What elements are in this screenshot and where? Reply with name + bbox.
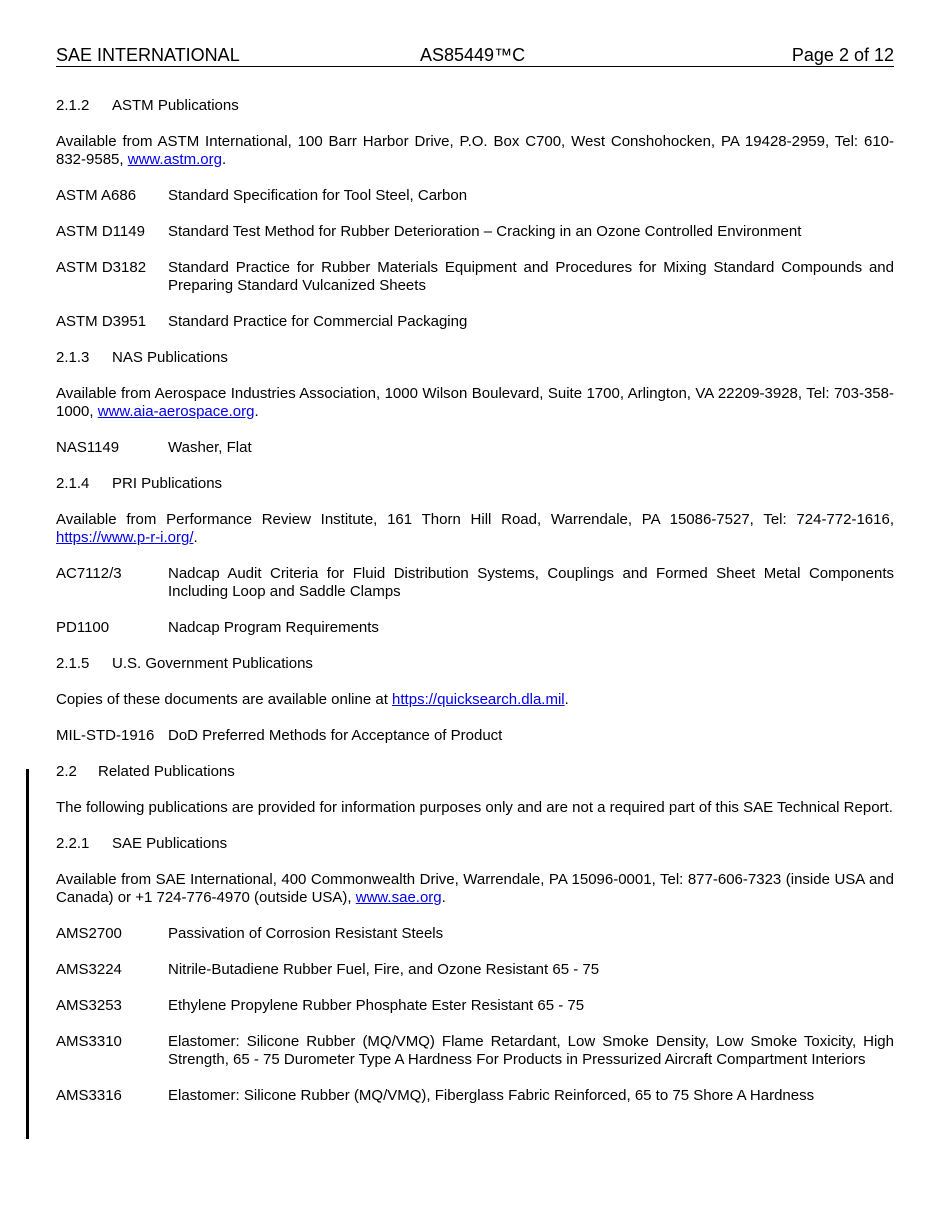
pri-availability	[56, 511, 894, 547]
section-number: 2.2.1	[56, 835, 90, 852]
period: .	[193, 529, 198, 546]
availability-text: Available from Aerospace Industries Association, 1000 Wilson Boulevard, Suite 1700, Arlington, VA 22209-3928, Tel: 703-358-1000,	[56, 385, 894, 420]
usgov-availability	[56, 691, 894, 709]
section-number: 2.1.2	[56, 97, 90, 114]
section-heading-related	[56, 763, 894, 781]
section-number: 2.2	[56, 763, 77, 780]
revision-change-bar	[26, 769, 29, 1139]
header-organization: SAE INTERNATIONAL	[56, 45, 240, 65]
astm-availability	[56, 133, 894, 169]
reference-title: Ethylene Propylene Rubber Phosphate Ester Resistant 65 - 75	[168, 997, 585, 1014]
availability-text: Available from SAE International, 400 Commonwealth Drive, Warrendale, PA 15096-0001, Tel: 877-606-7323 (inside USA and Canada) or +1 724-776-4970 (outside USA),	[56, 871, 894, 906]
aia-link[interactable]: www.aia-aerospace.org	[97, 403, 255, 420]
reference-item	[56, 727, 894, 745]
section-heading-astm	[56, 97, 894, 115]
reference-item	[56, 565, 894, 601]
related-description: The following publications are provided for information purposes only and are not a required part of this SAE Technical Report.	[56, 799, 893, 816]
page-header	[56, 44, 894, 67]
section-title: ASTM Publications	[112, 97, 239, 114]
reference-item	[56, 619, 894, 637]
reference-code: NAS1149	[56, 439, 120, 456]
section-title: PRI Publications	[112, 475, 223, 492]
reference-title: Nitrile-Butadiene Rubber Fuel, Fire, and Ozone Resistant 65 - 75	[168, 961, 600, 978]
section-title: U.S. Government Publications	[112, 655, 313, 672]
reference-code: ASTM D3182	[56, 259, 147, 276]
period: .	[254, 403, 259, 420]
reference-code: AMS3310	[56, 1033, 122, 1050]
astm-link[interactable]: www.astm.org	[127, 151, 222, 168]
reference-item	[56, 439, 894, 457]
reference-code: AMS2700	[56, 925, 122, 942]
period: .	[221, 151, 227, 168]
reference-code: AMS3224	[56, 961, 122, 978]
period: .	[564, 691, 569, 708]
reference-code: MIL-STD-1916	[56, 727, 155, 744]
reference-title: Elastomer: Silicone Rubber (MQ/VMQ) Flame Retardant, Low Smoke Density, Low Smoke Toxicity, High Strength, 65 - 75 Durometer Type A Hardness For Products in Pressurized Aircraft Compartment Interiors	[168, 1033, 894, 1068]
document-body	[56, 97, 894, 1123]
reference-title: Standard Test Method for Rubber Deterioration – Cracking in an Ozone Controlled Environment	[168, 223, 802, 240]
reference-code: PD1100	[56, 619, 110, 636]
reference-code: ASTM D1149	[56, 223, 145, 240]
section-heading-sae	[56, 835, 894, 853]
reference-title: Elastomer: Silicone Rubber (MQ/VMQ), Fiberglass Fabric Reinforced, 65 to 75 Shore A Hardness	[168, 1087, 815, 1104]
nas-availability	[56, 385, 894, 421]
reference-code: AMS3253	[56, 997, 122, 1014]
reference-title: Nadcap Program Requirements	[168, 619, 379, 636]
quicksearch-link[interactable]: https://quicksearch.dla.mil	[392, 691, 565, 708]
reference-title: Standard Practice for Commercial Packaging	[168, 313, 468, 330]
section-heading-nas	[56, 349, 894, 367]
availability-text: Available from Performance Review Institute, 161 Thorn Hill Road, Warrendale, PA 15086-7527, Tel: 724-772-1616,	[56, 511, 894, 528]
pri-link[interactable]: https://www.p-r-i.org/	[56, 529, 194, 546]
reference-code: ASTM D3951	[56, 313, 147, 330]
reference-code: ASTM A686	[56, 187, 137, 204]
section-title: NAS Publications	[112, 349, 228, 366]
reference-item	[56, 1033, 894, 1069]
reference-item	[56, 313, 894, 331]
section-number: 2.1.4	[56, 475, 90, 492]
reference-code: AMS3316	[56, 1087, 122, 1104]
header-page-number: Page 2 of 12	[791, 45, 894, 65]
reference-item	[56, 961, 894, 979]
reference-item	[56, 223, 894, 241]
section-heading-usgov	[56, 655, 894, 673]
availability-text: Copies of these documents are available online at	[56, 691, 393, 708]
reference-code: AC7112/3	[56, 565, 122, 582]
sae-availability	[56, 871, 894, 907]
reference-item	[56, 187, 894, 205]
header-document-id: AS85449™C	[420, 45, 526, 65]
reference-item	[56, 925, 894, 943]
reference-title: DoD Preferred Methods for Acceptance of Product	[168, 727, 503, 744]
availability-text: Available from ASTM International, 100 Barr Harbor Drive, P.O. Box C700, West Conshohocken, PA 19428-2959, Tel: 610-832-9585,	[56, 133, 894, 168]
reference-title: Standard Specification for Tool Steel, Carbon	[168, 187, 468, 204]
reference-item	[56, 1087, 894, 1105]
reference-title: Washer, Flat	[168, 439, 252, 456]
section-title: Related Publications	[98, 763, 235, 780]
section-number: 2.1.3	[56, 349, 90, 366]
section-heading-pri	[56, 475, 894, 493]
reference-item	[56, 997, 894, 1015]
section-number: 2.1.5	[56, 655, 90, 672]
reference-title: Nadcap Audit Criteria for Fluid Distribution Systems, Couplings and Formed Sheet Metal Components Including Loop and Saddle Clamps	[168, 565, 894, 600]
reference-title: Standard Practice for Rubber Materials Equipment and Procedures for Mixing Standard Compounds and Preparing Standard Vulcanized Sheets	[168, 259, 894, 294]
reference-item	[56, 259, 894, 295]
sae-link[interactable]: www.sae.org	[355, 889, 442, 906]
reference-title: Passivation of Corrosion Resistant Steels	[168, 925, 444, 942]
section-title: SAE Publications	[112, 835, 228, 852]
period: .	[441, 889, 446, 906]
